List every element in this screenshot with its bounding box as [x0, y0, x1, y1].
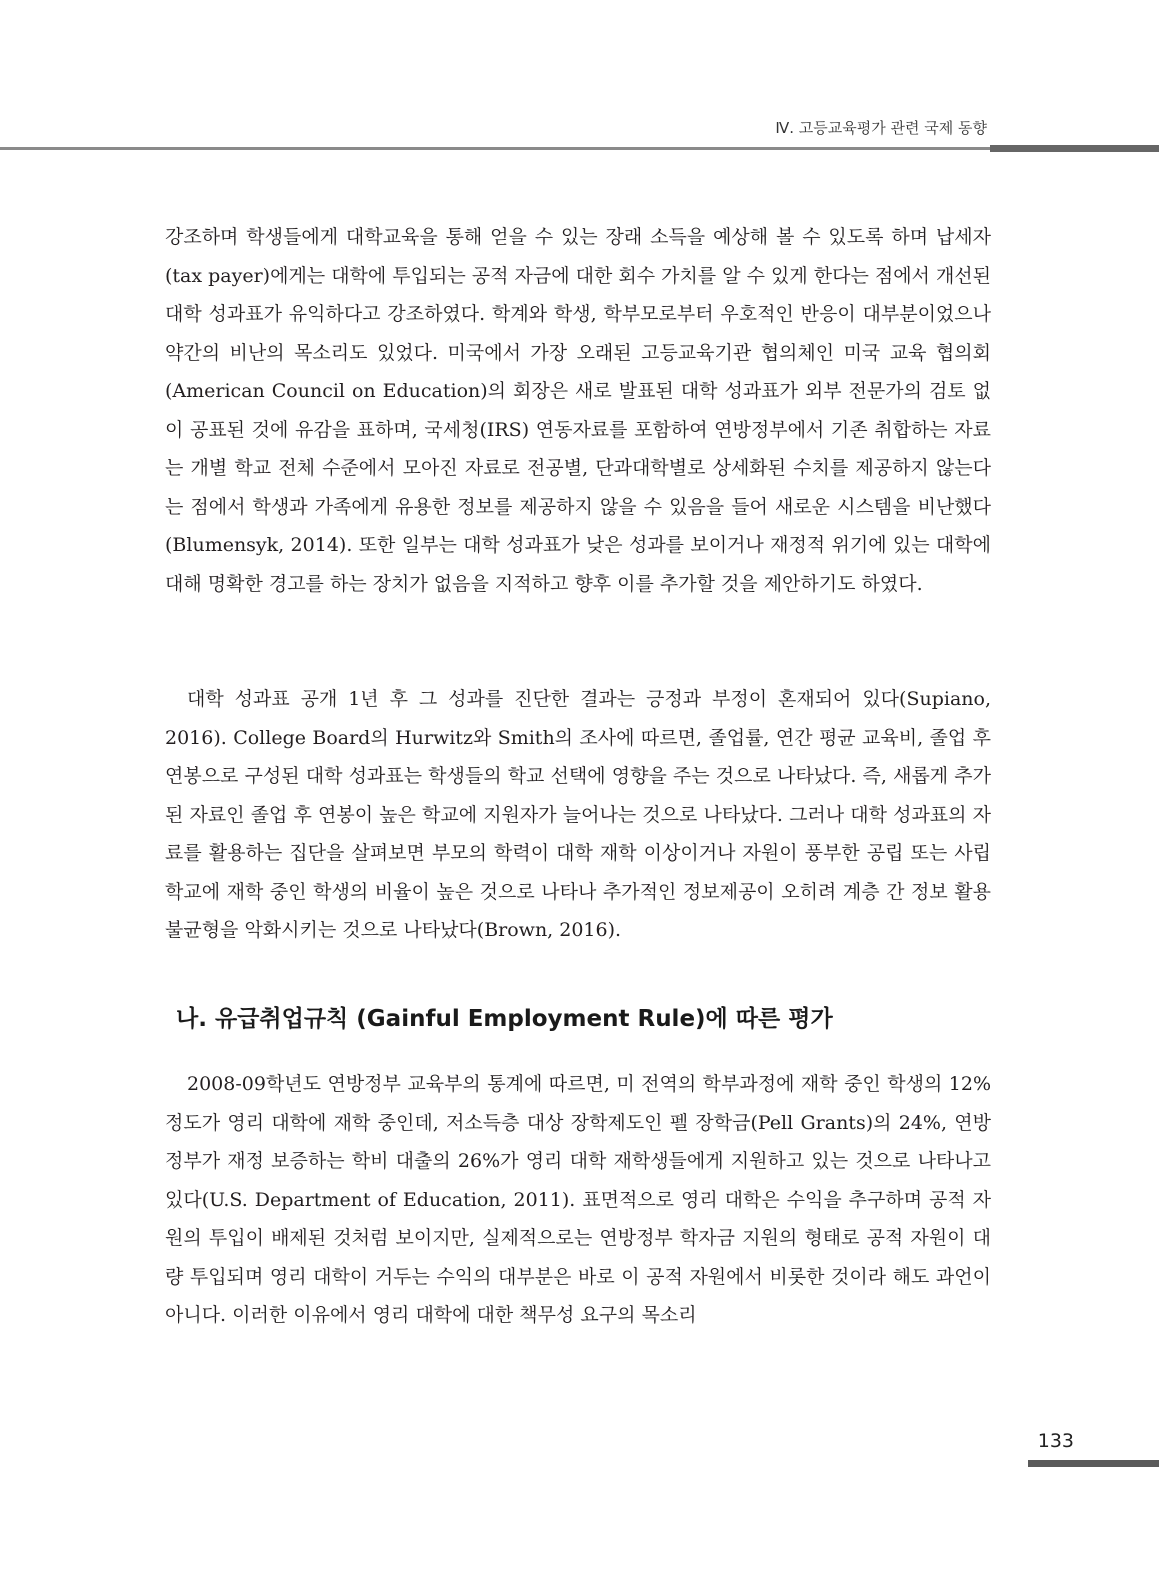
header-divider-accent	[990, 145, 1159, 152]
body-paragraph-3: 2008-09학년도 연방정부 교육부의 통계에 따르면, 미 전역의 학부과정에 재학 중인 학생의 12% 정도가 영리 대학에 재학 중인데, 저소득층 대상 장학제도인 펠 장학금(Pell Grants)의 24%, 연방정부가 재정 보증하는 학비 대출의 26%가 영리 대학 재학생들에게 지원하고 있는 것으로 나타나고 있다(U.S. Department of Education, 2011). 표면적으로 영리 대학은 수익을 추구하며 공적 자원의 투입이 배제된 것처럼 보이지만, 실제적으로는 연방정부 학자금 지원의 형태로 공적 자원이 대량 투입되며 영리 대학이 거두는 수익의 대부분은 바로 이 공적 자원에서 비롯한 것이라 해도 과언이 아니다. 이러한 이유에서 영리 대학에 대한 책무성 요구의 목소리	[165, 1073, 991, 1326]
header-divider	[0, 147, 1159, 150]
page-number: 133	[1037, 1430, 1074, 1452]
section-heading: 나. 유급취업규칙 (Gainful Employment Rule)에 따른 평가	[176, 1006, 833, 1032]
body-paragraph-1: 강조하며 학생들에게 대학교육을 통해 얻을 수 있는 장래 소득을 예상해 볼 수 있도록 하며 납세자(tax payer)에게는 대학에 투입되는 공적 자금에 대한 회수 가치를 알 수 있게 한다는 점에서 개선된 대학 성과표가 유익하다고 강조하였다. 학계와 학생, 학부모로부터 우호적인 반응이 대부분이었으나 약간의 비난의 목소리도 있었다. 미국에서 가장 오래된 고등교육기관 협의체인 미국 교육 협의회(American Council on Education)의 회장은 새로 발표된 대학 성과표가 외부 전문가의 검토 없이 공표된 것에 유감을 표하며, 국세청(IRS) 연동자료를 포함하여 연방정부에서 기존 취합하는 자료는 개별 학교 전체 수준에서 모아진 자료로 전공별, 단과대학별로 상세화된 수치를 제공하지 않는다는 점에서 학생과 가족에게 유용한 정보를 제공하지 않을 수 있음을 들어 새로운 시스템을 비난했다(Blumensyk, 2014). 또한 일부는 대학 성과표가 낮은 성과를 보이거나 재정적 위기에 있는 대학에 대해 명확한 경고를 하는 장치가 없음을 지적하고 향후 이를 추가할 것을 제안하기도 하였다.	[165, 226, 991, 595]
footer-divider	[1028, 1460, 1159, 1467]
running-header: Ⅳ. 고등교육평가 관련 국제 동향	[775, 119, 987, 137]
body-paragraph-2: 대학 성과표 공개 1년 후 그 성과를 진단한 결과는 긍정과 부정이 혼재되어 있다(Supiano, 2016). College Board의 Hurwitz와 Smith의 조사에 따르면, 졸업률, 연간 평균 교육비, 졸업 후 연봉으로 구성된 대학 성과표는 학생들의 학교 선택에 영향을 주는 것으로 나타났다. 즉, 새롭게 추가된 자료인 졸업 후 연봉이 높은 학교에 지원자가 늘어나는 것으로 나타났다. 그러나 대학 성과표의 자료를 활용하는 집단을 살펴보면 부모의 학력이 대학 재학 이상이거나 자원이 풍부한 공립 또는 사립학교에 재학 중인 학생의 비율이 높은 것으로 나타나 추가적인 정보제공이 오히려 계층 간 정보 활용 불균형을 악화시키는 것으로 나타났다(Brown, 2016).	[165, 688, 991, 941]
